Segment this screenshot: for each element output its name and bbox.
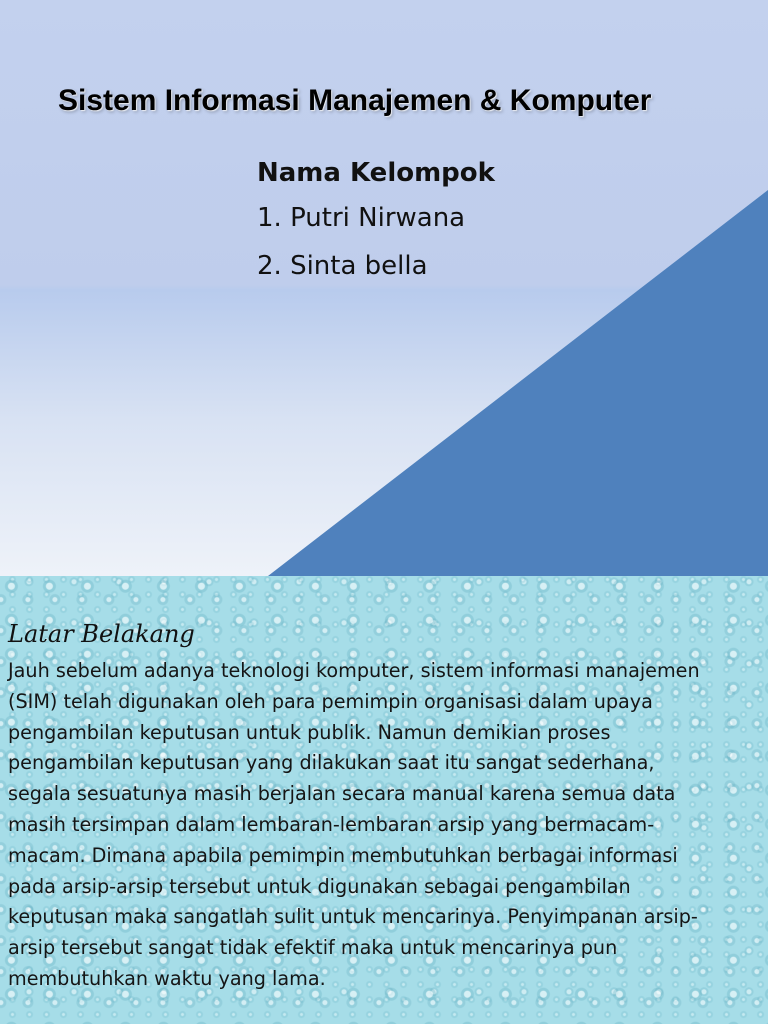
background-paragraph xyxy=(8,656,763,995)
paragraph-line: Jauh sebelum adanya teknologi komputer, sistem informasi manajemen xyxy=(8,659,700,682)
member-item: 2. Sinta bella xyxy=(257,251,428,281)
paragraph-line: pengambilan keputusan yang dilakukan saat itu sangat sederhana, xyxy=(8,751,655,775)
paragraph-line: pada arsip-arsip tersebut untuk digunakan sebagai pengambilan xyxy=(8,874,631,898)
section-heading: Latar Belakang xyxy=(8,620,195,648)
paragraph-line: arsip tersebut sangat tidak efektif maka untuk mencarinya pun xyxy=(8,936,618,960)
page-title: Sistem Informasi Manajemen & Komputer xyxy=(58,84,652,117)
member-item: 1. Putri Nirwana xyxy=(257,203,466,233)
paragraph-line: segala sesuatunya masih berjalan secara manual karena semua data xyxy=(8,782,676,806)
group-block xyxy=(257,152,495,290)
group-heading: Nama Kelompok xyxy=(257,158,495,188)
paragraph-line: macam. Dimana apabila pemimpin membutuhkan berbagai informasi xyxy=(8,843,678,867)
paragraph-line: (SIM) telah digunakan oleh para pemimpin organisasi dalam upaya xyxy=(8,689,653,713)
paragraph-line: keputusan maka sangatlah sulit untuk mencarinya. Penyimpanan arsip- xyxy=(8,905,698,929)
paragraph-line: membutuhkan waktu yang lama. xyxy=(8,966,326,990)
paragraph-line: pengambilan keputusan untuk publik. Namun demikian proses xyxy=(8,720,611,744)
paragraph-line: masih tersimpan dalam lembaran-lembaran arsip yang bermacam- xyxy=(8,812,655,836)
